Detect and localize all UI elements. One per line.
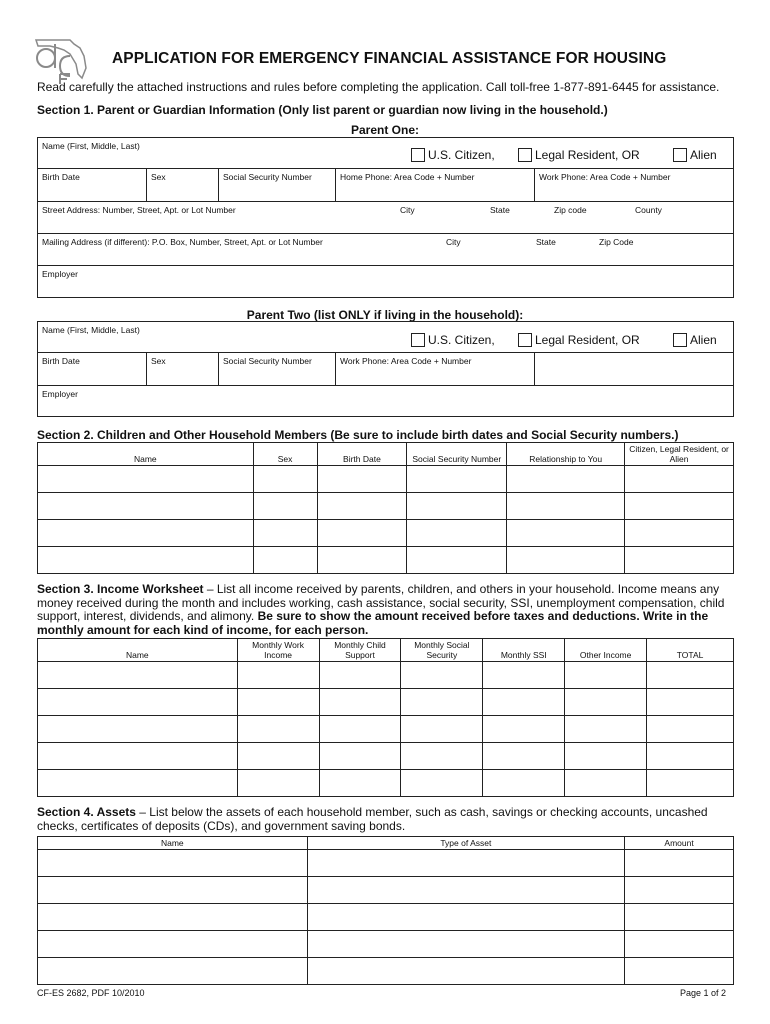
table-row: [38, 662, 734, 689]
table-cell-input[interactable]: [407, 466, 507, 493]
table-cell-input[interactable]: [237, 689, 319, 716]
florida-dcf-logo-icon: [30, 34, 92, 86]
table-cell-input[interactable]: [253, 493, 317, 520]
table-cell-input[interactable]: [307, 931, 625, 958]
p1-ssn-field[interactable]: Social Security Number: [219, 169, 336, 201]
table-row: [38, 877, 734, 904]
column-header: Type of Asset: [307, 837, 625, 850]
table-cell-input[interactable]: [625, 547, 734, 574]
table-cell-input[interactable]: [507, 466, 625, 493]
section4-text: Section 4. Assets – List below the assets of each household member, such as cash, savings or checking accounts, uncashed checks, certificates of deposits (CDs), and government saving bonds.: [37, 805, 708, 833]
p2-name-row: [38, 322, 733, 353]
p1-us-citizen-checkbox[interactable]: U.S. Citizen,: [411, 148, 495, 162]
table-cell-input[interactable]: [38, 850, 308, 877]
table-cell-input[interactable]: [647, 716, 734, 743]
table-header-row: [38, 837, 734, 850]
table-cell-input[interactable]: [237, 743, 319, 770]
table-cell-input[interactable]: [253, 466, 317, 493]
table-cell-input[interactable]: [483, 716, 565, 743]
table-cell-input[interactable]: [307, 904, 625, 931]
table-cell-input[interactable]: [237, 662, 319, 689]
table-header-row: [38, 639, 734, 662]
table-cell-input[interactable]: [401, 662, 483, 689]
table-cell-input[interactable]: [319, 743, 401, 770]
assets-table: [37, 836, 734, 985]
p2-name-label: Name (First, Middle, Last): [42, 325, 140, 335]
table-cell-input[interactable]: [319, 689, 401, 716]
table-cell-input[interactable]: [38, 662, 238, 689]
table-cell-input[interactable]: [237, 716, 319, 743]
column-header: Sex: [253, 443, 317, 466]
table-cell-input[interactable]: [647, 770, 734, 797]
p1-birth-date-field[interactable]: Birth Date: [38, 169, 147, 201]
table-row: [38, 520, 734, 547]
table-cell-input[interactable]: [38, 520, 254, 547]
form-id: CF-ES 2682, PDF 10/2010: [37, 988, 145, 998]
checkbox-icon: [411, 333, 425, 347]
table-cell-input[interactable]: [647, 743, 734, 770]
p1-mailing-address-field[interactable]: Mailing Address (if different): P.O. Box, Number, Street, Apt. or Lot Number City State Zip Code: [38, 234, 733, 266]
table-cell-input[interactable]: [401, 689, 483, 716]
table-cell-input[interactable]: [237, 770, 319, 797]
p2-us-citizen-checkbox[interactable]: U.S. Citizen,: [411, 333, 495, 347]
parent-two-box: [37, 321, 734, 417]
p1-name-row: [38, 138, 733, 169]
table-cell-input[interactable]: [401, 770, 483, 797]
table-cell-input[interactable]: [38, 931, 308, 958]
table-cell-input[interactable]: [317, 466, 407, 493]
p1-sex-field[interactable]: Sex: [147, 169, 219, 201]
p2-work-phone-field[interactable]: Work Phone: Area Code + Number: [336, 353, 535, 385]
table-cell-input[interactable]: [407, 520, 507, 547]
table-cell-input[interactable]: [253, 520, 317, 547]
table-cell-input[interactable]: [625, 931, 734, 958]
table-cell-input[interactable]: [565, 743, 647, 770]
table-cell-input[interactable]: [38, 877, 308, 904]
table-cell-input[interactable]: [483, 743, 565, 770]
section2-heading: Section 2. Children and Other Household Members (Be sure to include birth dates and Social Security numbers.): [37, 428, 679, 442]
column-header: Name: [38, 639, 238, 662]
column-header: Monthly Social Security: [401, 639, 483, 662]
table-cell-input[interactable]: [625, 958, 734, 985]
table-cell-input[interactable]: [38, 547, 254, 574]
table-cell-input[interactable]: [38, 493, 254, 520]
table-cell-input[interactable]: [647, 662, 734, 689]
column-header: Monthly Work Income: [237, 639, 319, 662]
p2-employer-field[interactable]: Employer: [42, 389, 78, 399]
column-header: Citizen, Legal Resident, or Alien: [625, 443, 734, 466]
column-header: Name: [38, 837, 308, 850]
section1-heading: Section 1. Parent or Guardian Information (Only list parent or guardian now living in the household.): [37, 103, 608, 117]
table-cell-input[interactable]: [625, 466, 734, 493]
column-header: Monthly Child Support: [319, 639, 401, 662]
p1-legal-resident-checkbox[interactable]: Legal Resident, OR: [518, 148, 640, 162]
column-header: Social Security Number: [407, 443, 507, 466]
table-cell-input[interactable]: [317, 520, 407, 547]
table-cell-input[interactable]: [253, 547, 317, 574]
table-cell-input[interactable]: [625, 493, 734, 520]
p1-work-phone-field[interactable]: Work Phone: Area Code + Number: [539, 172, 671, 182]
section3-heading: Section 3. Income Worksheet: [37, 582, 204, 596]
table-cell-input[interactable]: [38, 904, 308, 931]
table-cell-input[interactable]: [565, 662, 647, 689]
p2-birth-date-field[interactable]: Birth Date: [38, 353, 147, 385]
table-row: [38, 743, 734, 770]
table-cell-input[interactable]: [319, 662, 401, 689]
checkbox-icon: [518, 148, 532, 162]
table-row: [38, 493, 734, 520]
column-header: Monthly SSI: [483, 639, 565, 662]
table-cell-input[interactable]: [565, 716, 647, 743]
table-cell-input[interactable]: [407, 547, 507, 574]
table-cell-input[interactable]: [625, 877, 734, 904]
column-header: Other Income: [565, 639, 647, 662]
table-row: [38, 850, 734, 877]
table-cell-input[interactable]: [38, 716, 238, 743]
table-cell-input[interactable]: [38, 770, 238, 797]
checkbox-icon: [518, 333, 532, 347]
parent-one-heading: Parent One:: [350, 123, 419, 137]
table-cell-input[interactable]: [565, 770, 647, 797]
section3-text: Section 3. Income Worksheet – List all income received by parents, children, and others in your household. Income means any money received during the month and includes working, cash assistance, social security, SSI, unemployment compensation, child support, interest, dividends, and alimony. Be sure to show the amount received before taxes and deductions. Write in the monthly amount for each kind of income, for each person.: [37, 582, 725, 637]
table-row: [38, 716, 734, 743]
parent-two-heading: Parent Two (list ONLY if living in the household):: [246, 308, 524, 322]
column-header: Birth Date: [317, 443, 407, 466]
table-row: [38, 958, 734, 985]
p2-blank-field[interactable]: [535, 353, 733, 385]
column-header: TOTAL: [647, 639, 734, 662]
table-cell-input[interactable]: [307, 877, 625, 904]
table-row: [38, 547, 734, 574]
parent-one-box: [37, 137, 734, 298]
table-cell-input[interactable]: [507, 547, 625, 574]
table-cell-input[interactable]: [307, 958, 625, 985]
table-cell-input[interactable]: [38, 689, 238, 716]
p2-id-row: [38, 353, 733, 386]
table-cell-input[interactable]: [38, 466, 254, 493]
checkbox-icon: [673, 333, 687, 347]
column-header: Relationship to You: [507, 443, 625, 466]
table-cell-input[interactable]: [38, 743, 238, 770]
table-cell-input[interactable]: [483, 662, 565, 689]
table-cell-input[interactable]: [507, 493, 625, 520]
p1-street-address-field[interactable]: Street Address: Number, Street, Apt. or Lot Number City State Zip code County: [38, 202, 733, 234]
checkbox-icon: [411, 148, 425, 162]
p1-name-label: Name (First, Middle, Last): [42, 141, 140, 151]
table-cell-input[interactable]: [407, 493, 507, 520]
table-cell-input[interactable]: [625, 904, 734, 931]
p2-legal-resident-checkbox[interactable]: Legal Resident, OR: [518, 333, 640, 347]
p1-id-row: [38, 169, 733, 202]
column-header: Name: [38, 443, 254, 466]
section4-heading: Section 4. Assets: [37, 805, 136, 819]
table-cell-input[interactable]: [319, 770, 401, 797]
table-row: [38, 904, 734, 931]
table-row: [38, 931, 734, 958]
table-row: [38, 770, 734, 797]
table-cell-input[interactable]: [401, 743, 483, 770]
table-cell-input[interactable]: [319, 716, 401, 743]
p1-home-phone-field[interactable]: Home Phone: Area Code + Number: [336, 169, 535, 201]
column-header: Amount: [625, 837, 734, 850]
table-cell-input[interactable]: [507, 520, 625, 547]
p2-sex-field[interactable]: Sex: [147, 353, 219, 385]
household-members-table: [37, 442, 734, 574]
table-row: [38, 689, 734, 716]
intro-text: Read carefully the attached instructions and rules before completing the application. Call toll-free 1-877-891-6445 for assistance.: [37, 80, 720, 94]
p1-employer-field[interactable]: Employer: [42, 269, 78, 279]
table-cell-input[interactable]: [401, 716, 483, 743]
table-row: [38, 466, 734, 493]
dcf-logo: [30, 34, 92, 86]
table-cell-input[interactable]: [317, 493, 407, 520]
table-cell-input[interactable]: [483, 689, 565, 716]
p2-alien-checkbox[interactable]: Alien: [673, 333, 717, 347]
table-cell-input[interactable]: [307, 850, 625, 877]
table-header-row: [38, 443, 734, 466]
table-cell-input[interactable]: [565, 689, 647, 716]
checkbox-icon: [673, 148, 687, 162]
p2-ssn-field[interactable]: Social Security Number: [219, 353, 336, 385]
page-number: Page 1 of 2: [679, 988, 726, 998]
table-cell-input[interactable]: [317, 547, 407, 574]
table-cell-input[interactable]: [647, 689, 734, 716]
table-cell-input[interactable]: [38, 958, 308, 985]
table-cell-input[interactable]: [625, 520, 734, 547]
table-cell-input[interactable]: [483, 770, 565, 797]
form-title: APPLICATION FOR EMERGENCY FINANCIAL ASSISTANCE FOR HOUSING: [112, 50, 667, 67]
p1-alien-checkbox[interactable]: Alien: [673, 148, 717, 162]
income-worksheet-table: [37, 638, 734, 797]
table-cell-input[interactable]: [625, 850, 734, 877]
